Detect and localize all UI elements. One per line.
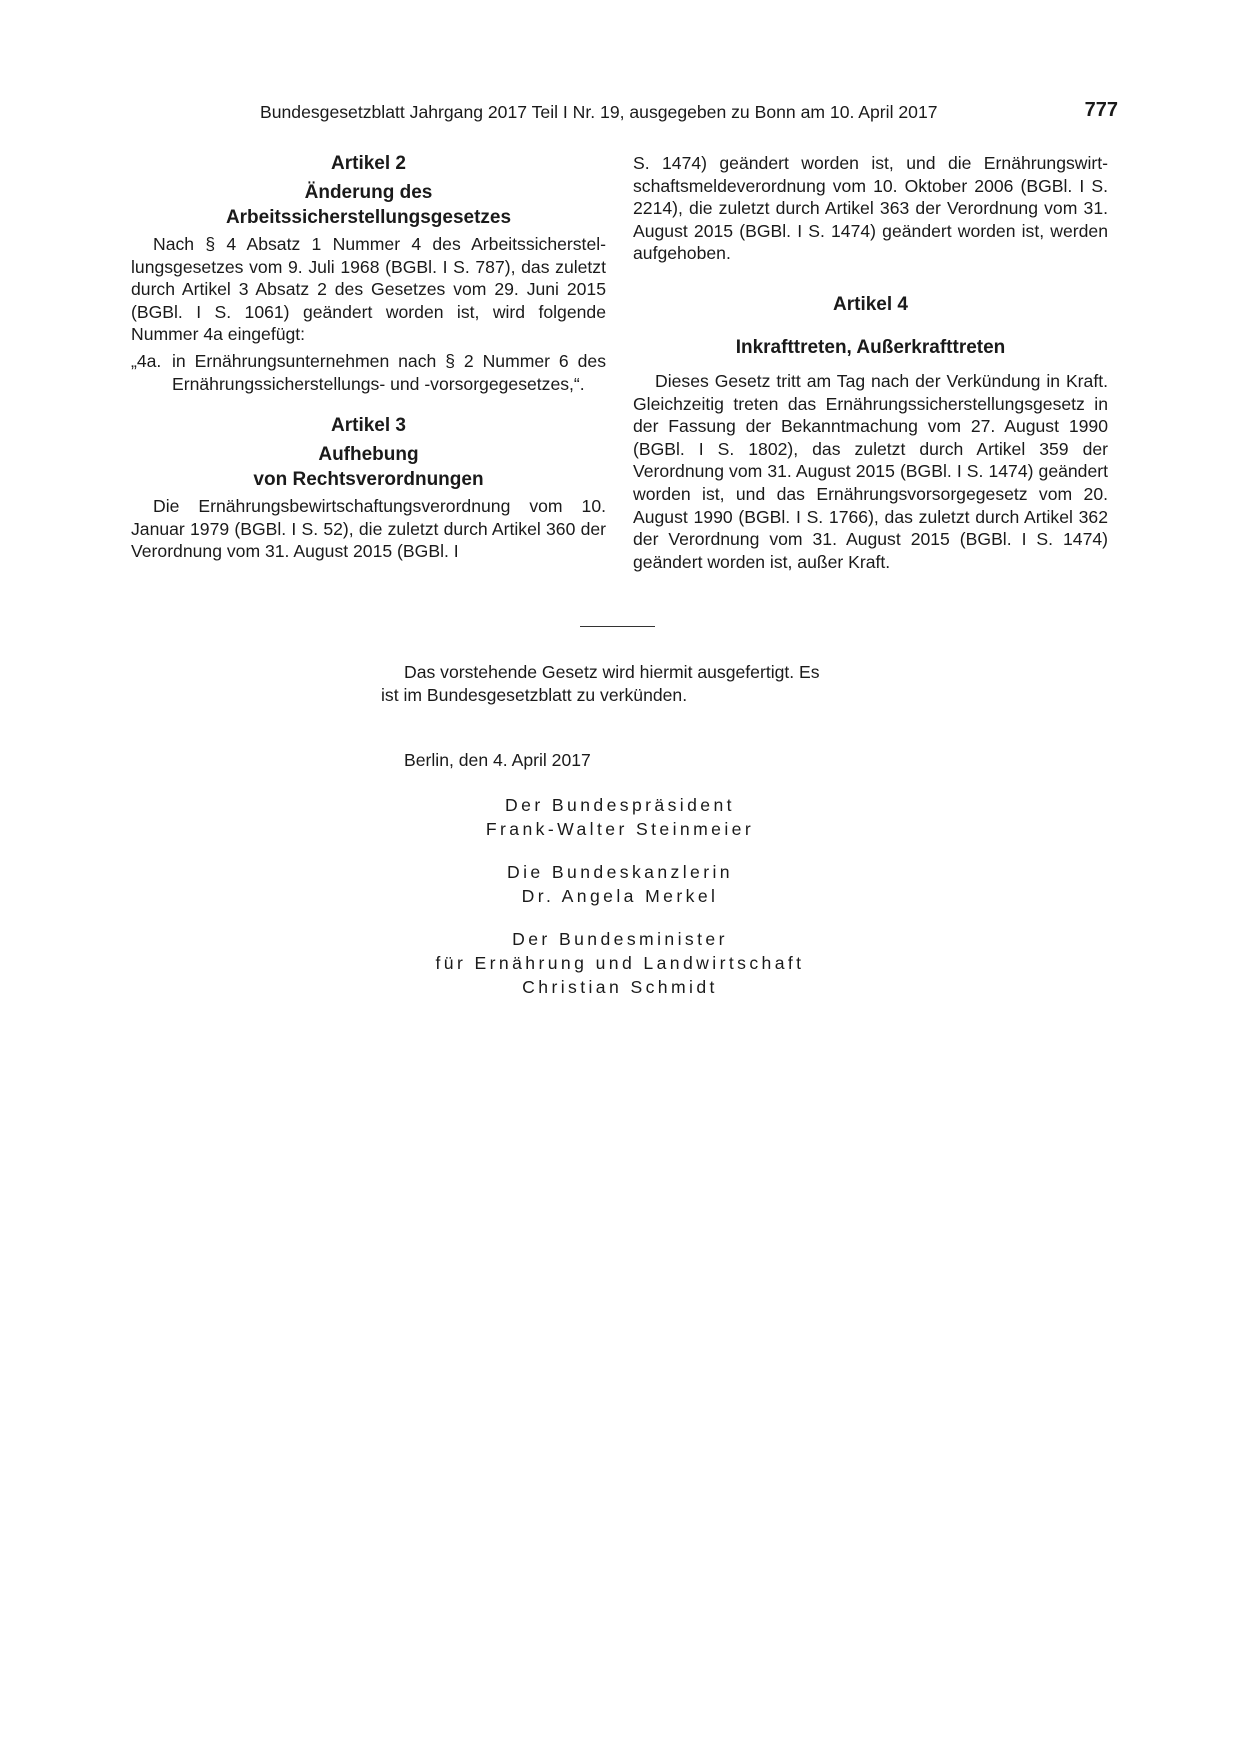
article-4-heading: Inkrafttreten, Außerkrafttreten [735,336,1006,358]
signature-role: Die Bundeskanzlerin [507,862,733,882]
article-3-heading-line2: von Rechtsverordnungen [253,469,484,491]
separator-rule [580,626,655,627]
article-2-text: Nach § 4 Absatz 1 Nummer 4 des Arbeitssicherstellungsgesetzes vom 9. Juli 1968 (BGBl. I S. 787), das zuletzt durch Artikel 3 Absatz 2 des Gesetzes vom 29. Juni 2015 (BGBl. I S. 1061) geändert worden ist, wird folgende Nummer 4a eingefügt: [131,234,606,345]
running-head [260,101,1118,123]
signature-name: Frank-Walter Steinmeier [485,819,755,839]
signature-president [340,793,900,841]
article-2-insert [131,350,606,395]
promulgation-line2: ist im Bundesgesetzblatt zu verkünden. [381,685,688,705]
signature-block [340,793,900,1018]
signature-role-line2: für Ernährung und Landwirtschaft [435,953,805,973]
article-2-insert-text: in Ernährungsunternehmen nach § 2 Nummer 6 des Ernährungssicherstellungs- und -vorsorgegesetzes,“. [172,350,606,394]
promulgation-line1: Das vorstehende Gesetz wird hiermit ausgefertigt. Es [404,662,820,682]
place-date: Berlin, den 4. April 2017 [404,750,591,770]
signature-chancellor [340,860,900,908]
article-4-text: Dieses Gesetz tritt am Tag nach der Verkündung in Kraft. Gleichzeitig treten das Ernährungssicherstellungsgesetz in der Fassung der Bekanntmachung vom 27. August 1990 (BGBl. I S. 1802), das zuletzt durch Artikel 359 der Verordnung vom 31. August 2015 (BGBl. I S. 1474) geändert worden ist, und das Ernährungsvorsorgegesetz vom 20. August 1990 (BGBl. I S. 1766), das zuletzt durch Artikel 362 der Verordnung vom 31. August 2015 (BGBl. I S. 1474) geändert worden ist, außer Kraft. [633,370,1108,572]
article-2-title: Artikel 2 [331,153,406,174]
signature-role: Der Bundespräsident [505,795,735,815]
page-number: 777 [1084,99,1118,121]
article-4-title: Artikel 4 [833,293,908,315]
article-2-insert-marker: „4a. [131,350,162,371]
left-column [131,152,606,563]
running-title: Bundesgesetzblatt Jahrgang 2017 Teil I Nr. 19, ausgegeben zu Bonn am 10. April 2017 [260,102,938,122]
article-3-text-part1: Die Ernährungsbewirtschaftungsverordnung vom 10. Januar 1979 (BGBl. I S. 52), die zuletzt durch Artikel 360 der Verordnung vom 31. August 2015 (BGBl. I [131,496,606,562]
signature-name: Christian Schmidt [522,977,718,997]
promulgation-clause [381,661,901,707]
article-2-heading-line2: Arbeitssicherstellungsgesetzes [225,207,512,228]
right-column [633,152,1108,573]
article-3-title: Artikel 3 [331,415,406,437]
article-3-text-part2: S. 1474) geändert worden ist, und die Ernährungswirtschaftsmeldeverordnung vom 10. Oktober 2006 (BGBl. I S. 2214), die zuletzt durch Artikel 363 der Verordnung vom 31. August 2015 (BGBl. I S. 1474) geändert worden ist, werden aufgehoben. [633,153,1108,264]
article-3-heading-line1: Aufhebung [318,444,419,466]
signature-role: Der Bundesminister [512,929,728,949]
signature-name: Dr. Angela Merkel [521,886,719,906]
signature-minister [340,927,900,999]
article-2-heading-line1: Änderung des [304,182,433,203]
